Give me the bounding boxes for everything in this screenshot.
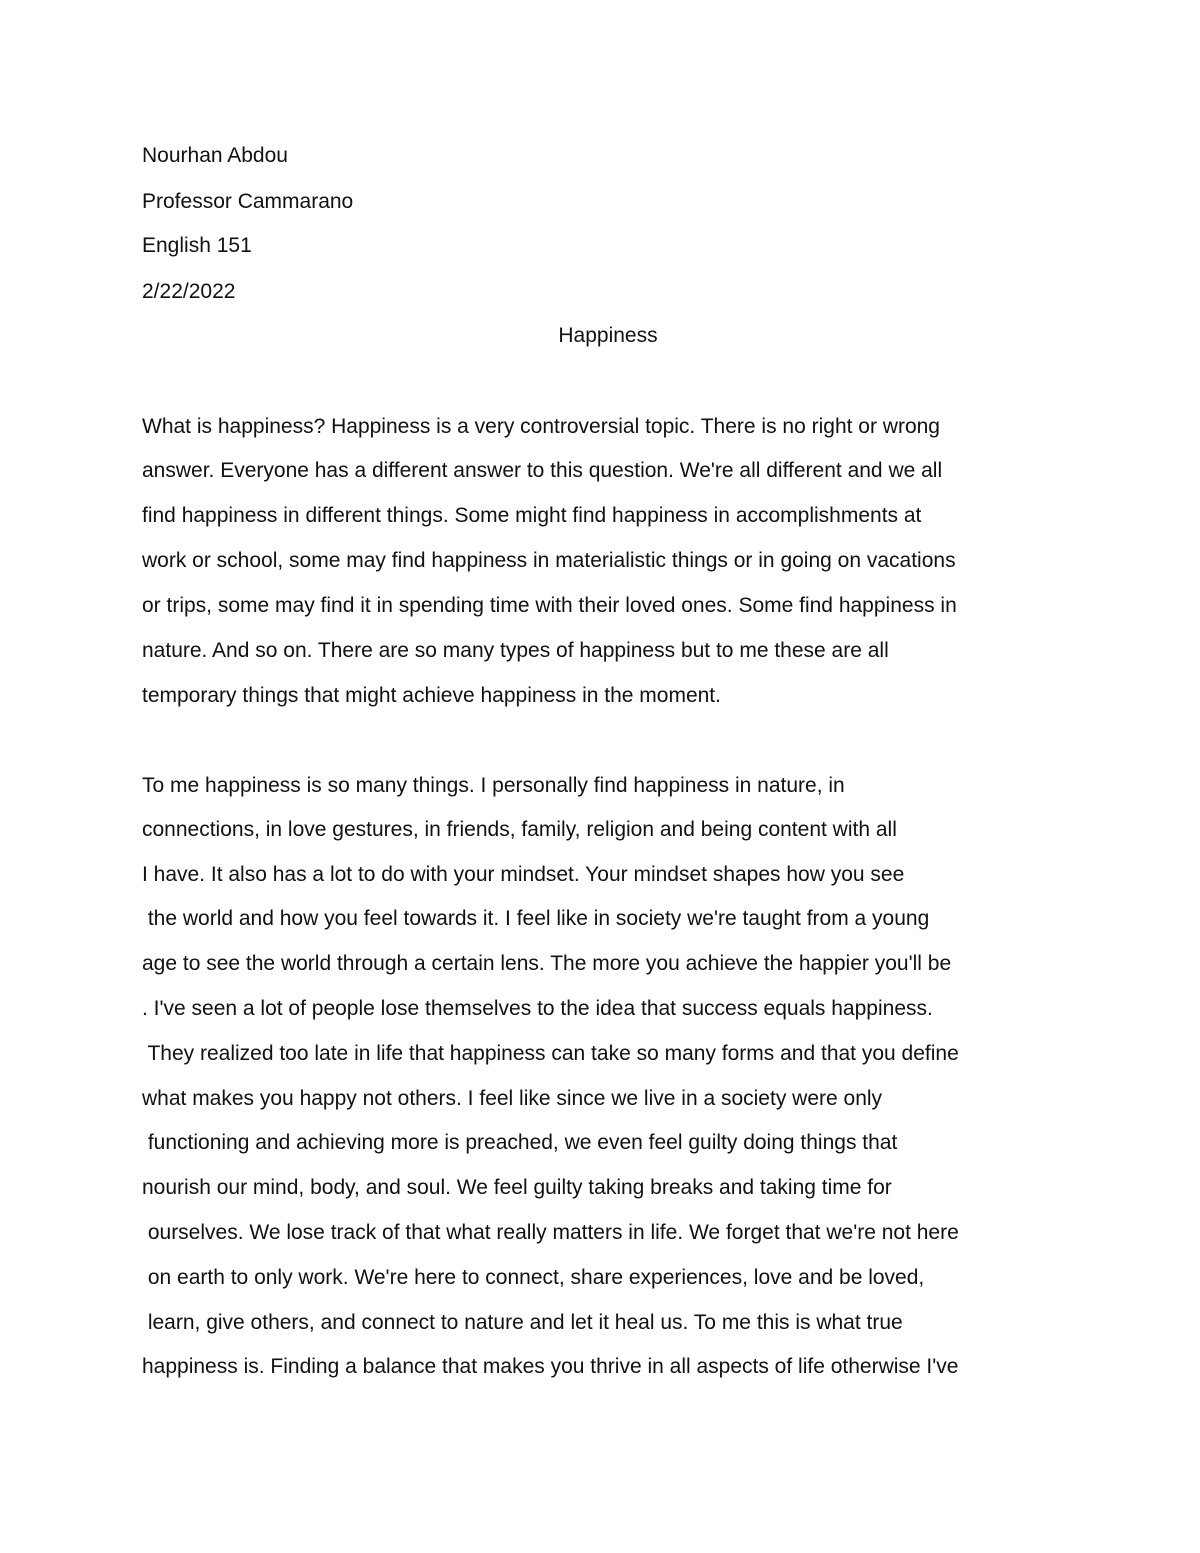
paragraph-line: work or school, some may find happiness in materialistic things or in going on vacations xyxy=(142,549,956,572)
paragraph-line: happiness is. Finding a balance that makes you thrive in all aspects of life otherwise I've xyxy=(142,1355,959,1378)
paragraph-line: ourselves. We lose track of that what really matters in life. We forget that we're not here xyxy=(142,1221,959,1244)
paragraph-line: age to see the world through a certain lens. The more you achieve the happier you'll be xyxy=(142,952,952,975)
course-name: English 151 xyxy=(142,234,252,257)
paragraph-line: functioning and achieving more is preached, we even feel guilty doing things that xyxy=(142,1131,898,1154)
date: 2/22/2022 xyxy=(142,280,236,303)
paragraph-line: connections, in love gestures, in friends, family, religion and being content with all xyxy=(142,818,897,841)
paragraph-line: temporary things that might achieve happiness in the moment. xyxy=(142,684,721,707)
professor-name: Professor Cammarano xyxy=(142,190,354,213)
paragraph-line: They realized too late in life that happiness can take so many forms and that you define xyxy=(142,1042,959,1065)
author-name: Nourhan Abdou xyxy=(142,144,288,167)
paragraph-line: or trips, some may find it in spending time with their loved ones. Some find happiness in xyxy=(142,594,957,617)
paragraph-line: nature. And so on. There are so many types of happiness but to me these are all xyxy=(142,639,889,662)
paragraph-line: on earth to only work. We're here to connect, share experiences, love and be loved, xyxy=(142,1266,925,1289)
paragraph-line: . I've seen a lot of people lose themselves to the idea that success equals happiness. xyxy=(142,997,933,1020)
essay-title: Happiness xyxy=(558,324,658,347)
paragraph-line: the world and how you feel towards it. I feel like in society we're taught from a young xyxy=(142,907,930,930)
paragraph-line: find happiness in different things. Some might find happiness in accomplishments at xyxy=(142,504,922,527)
paragraph-line: What is happiness? Happiness is a very controversial topic. There is no right or wrong xyxy=(142,415,940,438)
paragraph-line: I have. It also has a lot to do with your mindset. Your mindset shapes how you see xyxy=(142,863,905,886)
paragraph-line: what makes you happy not others. I feel like since we live in a society were only xyxy=(142,1087,883,1110)
paragraph-line: To me happiness is so many things. I personally find happiness in nature, in xyxy=(142,774,845,797)
paragraph-line: learn, give others, and connect to nature and let it heal us. To me this is what true xyxy=(142,1311,903,1334)
paragraph-line: answer. Everyone has a different answer to this question. We're all different and we all xyxy=(142,459,943,482)
paragraph-line: nourish our mind, body, and soul. We feel guilty taking breaks and taking time for xyxy=(142,1176,892,1199)
